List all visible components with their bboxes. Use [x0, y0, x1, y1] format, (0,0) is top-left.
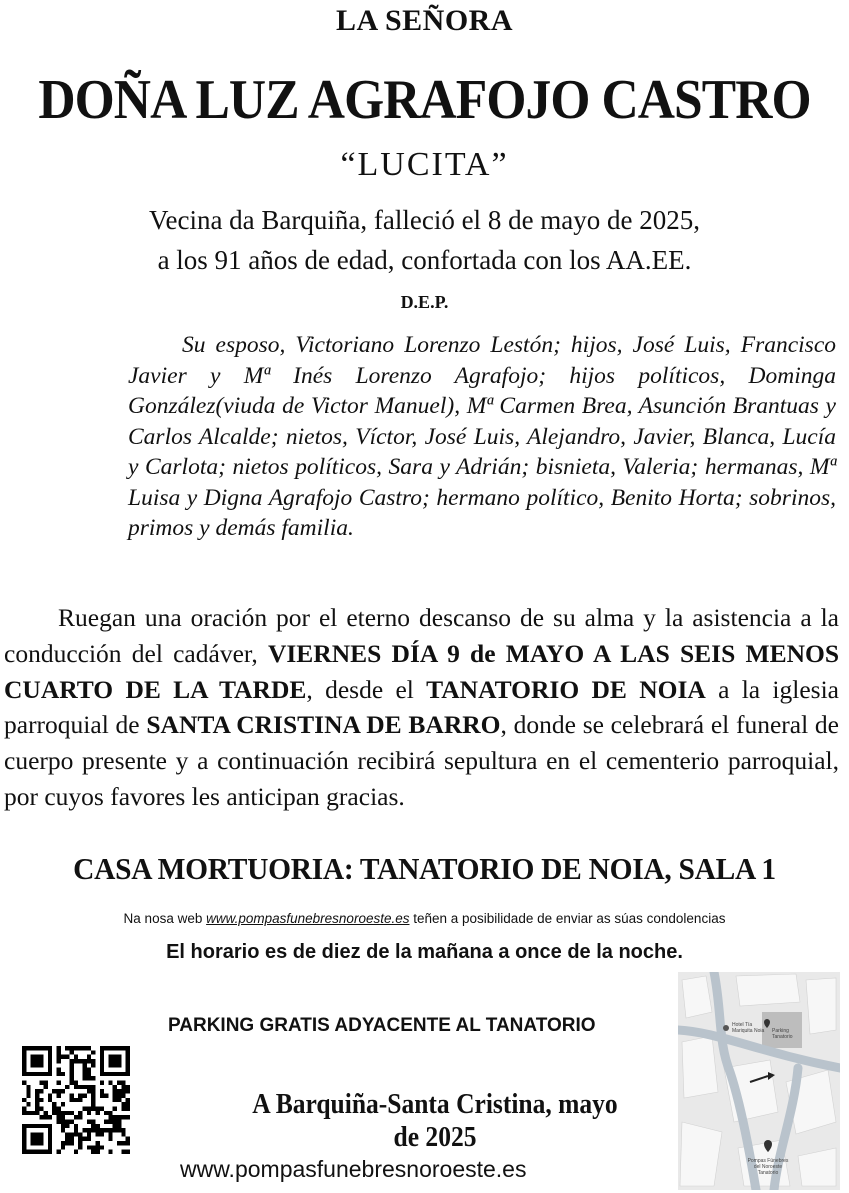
- opening-hours: El horario es de diez de la mañana a once de la noche.: [166, 941, 683, 963]
- prayer-text-1: Ruegan una oración por el eterno descanso de su alma y la asistencia a la conducción del cadáver,: [4, 603, 839, 668]
- city-date: A Barquiña-Santa Cristina, mayo de 2025: [252, 1088, 618, 1153]
- funeral-label-2: del Noroeste: [753, 1164, 783, 1170]
- death-line-1: Vecina da Barquiña, falleció el 8 de mayo de 2025,: [148, 205, 701, 235]
- parking-label-1: Parking: [772, 1028, 789, 1034]
- parking-notice: PARKING GRATIS ADYACENTE AL TANATORIO: [168, 1015, 596, 1036]
- deceased-name: DOÑA LUZ AGRAFOJO CASTRO: [38, 69, 811, 131]
- prayer-text-4: , donde se celebrará el funeral de cuerpo presente y a continuación recibirá sepultura en el cementerio parroquial, por cuyos favores les anticipan gracias.: [4, 710, 839, 811]
- funeral-datetime: VIERNES DÍA 9 de MAYO A LAS SEIS MENOS CUARTO DE LA TARDE: [4, 638, 840, 704]
- nickname: “LUCITA”: [340, 146, 509, 183]
- website-url[interactable]: www.pompasfunebresnoroeste.es: [180, 1156, 527, 1182]
- web-note-suffix: teñen a posibilidade de enviar as súas condolencias: [409, 911, 726, 926]
- funeral-label-1: Pompas Fúnebres: [747, 1158, 789, 1164]
- location-map: [678, 972, 840, 1190]
- casa-mortuoria: CASA MORTUORIA: TANATORIO DE NOIA, SALA 1: [73, 851, 776, 886]
- church-name: SANTA CRISTINA DE BARRO: [146, 710, 501, 740]
- prayer-text-2: , desde el: [306, 674, 427, 704]
- family-paragraph: Su esposo, Victoriano Lorenzo Lestón; hijos, José Luis, Francisco Javier y Mª Inés Lorenzo Agrafojo; hijos políticos, Dominga González(viuda de Victor Manuel), Mª Carmen Brea, Asunción Brantuas y Carlos Alcalde; nietos, Víctor, José Luis, Alejandro, Javier, Blanca, Lucía y Carlota; nietos políticos, Sara y Adrián; bisnieta, Valeria; hermanas, Mª Luisa y Digna Agrafojo Castro; hermano político, Benito Horta; sobrinos, primos y demás familia.: [128, 332, 836, 541]
- title-prefix: LA SEÑORA: [335, 4, 514, 37]
- funeral-label-3: Tanatorio: [757, 1170, 779, 1176]
- dep-label: D.E.P.: [400, 292, 449, 312]
- web-note-link[interactable]: www.pompasfunebresnoroeste.es: [206, 911, 410, 926]
- web-note-prefix: Na nosa web: [123, 911, 207, 926]
- qr-code[interactable]: [22, 1046, 130, 1154]
- hotel-marker-icon: [723, 1025, 729, 1031]
- hotel-label-1: Hotel Tía: [732, 1022, 753, 1028]
- prayer-paragraph: [4, 600, 839, 815]
- condolences-note: [0, 911, 849, 926]
- hotel-label-2: Mariquita Noia: [732, 1028, 765, 1034]
- funeral-home-name: TANATORIO DE NOIA: [426, 674, 706, 704]
- death-notice: [0, 200, 849, 280]
- parking-label-2: Tanatorio: [772, 1034, 793, 1040]
- prayer-text-3: a la iglesia parroquial de: [4, 674, 839, 740]
- death-line-2: a los 91 años de edad, confortada con los AA.EE.: [157, 245, 692, 275]
